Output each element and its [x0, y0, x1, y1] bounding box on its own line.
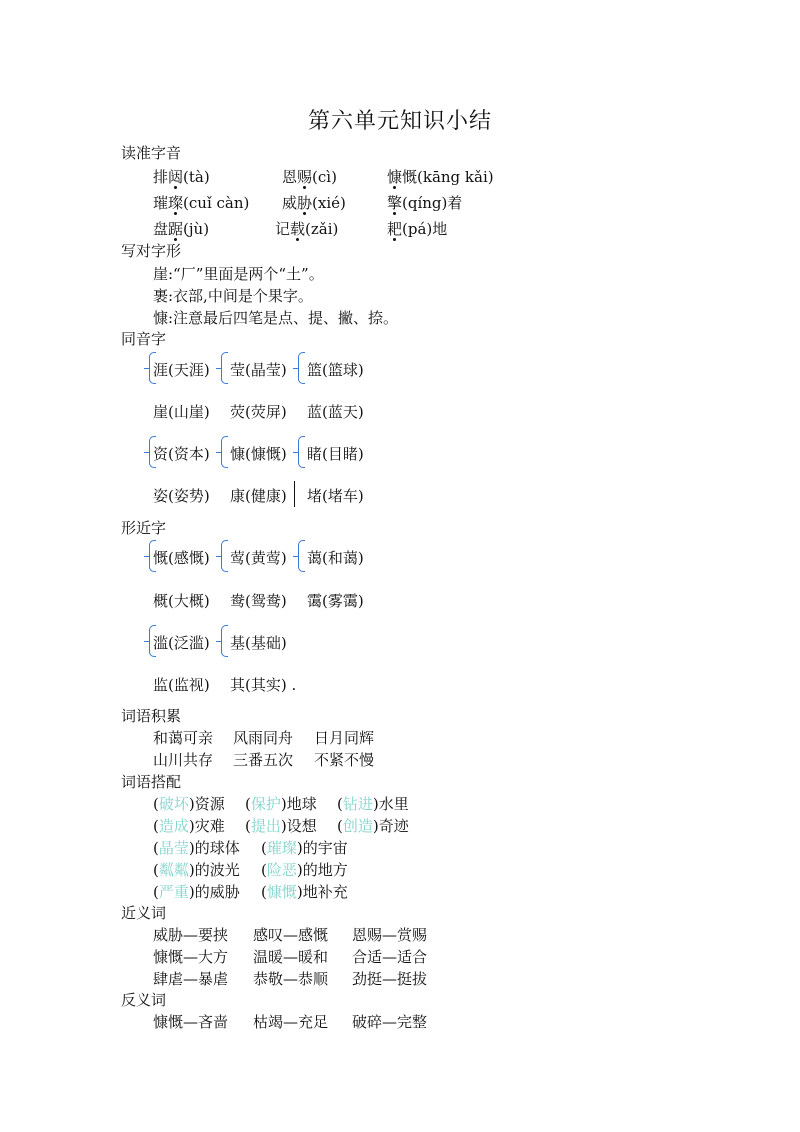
group-bracket	[298, 436, 305, 468]
group-bracket	[298, 540, 305, 572]
match-row: (造成)灾难	[153, 817, 225, 835]
homophone-item: 荧(荧屏)	[230, 403, 287, 421]
similar-item: 滥(泛滥)	[153, 634, 210, 652]
section-heading-similar: 形近字	[121, 519, 167, 537]
match-row: (钻进)水里	[337, 795, 409, 813]
antonym-item: 枯竭—充足	[253, 1013, 329, 1031]
homophone-item: 蓝(蓝天)	[307, 403, 364, 421]
homophone-item: 睹(目睹)	[307, 445, 364, 463]
antonym-item: 慷慨—吝啬	[153, 1013, 229, 1031]
match-row: (粼粼)的波光	[153, 861, 240, 879]
match-row: (璀璨)的宇宙	[261, 839, 348, 857]
phrase-item: 三番五次	[233, 751, 294, 769]
pinyin-item: 威胁(xié)	[282, 194, 346, 212]
match-row: (破坏)资源	[153, 795, 225, 813]
shape-note: 崖:“厂”里面是两个“土”。	[153, 265, 324, 283]
synonym-item: 劲挺—挺拔	[352, 970, 428, 988]
pinyin-item: 慷慨(kāng kǎi)	[387, 168, 494, 186]
homophone-item: 崖(山崖)	[153, 403, 210, 421]
similar-item: 鸯(鸳鸯)	[230, 592, 287, 610]
similar-item: 霭(雾霭)	[307, 592, 364, 610]
pinyin-item: 排闼(tà)	[153, 168, 210, 186]
divider-mark	[294, 481, 295, 507]
homophone-item: 资(资本)	[153, 445, 210, 463]
synonym-item: 温暖—暖和	[253, 948, 329, 966]
match-row: (创造)奇迹	[337, 817, 409, 835]
page-title: 第六单元知识小结	[307, 109, 492, 134]
synonym-item: 威胁—要挟	[153, 926, 229, 944]
match-row: (险恶)的地方	[261, 861, 348, 879]
group-bracket	[221, 352, 228, 384]
phrase-item: 山川共存	[153, 751, 214, 769]
pinyin-item: 盘踞(jù)	[153, 220, 210, 238]
match-row: (慷慨)地补充	[261, 883, 348, 901]
homophone-item: 涯(天涯)	[153, 361, 210, 379]
match-row: (提出)设想	[245, 817, 317, 835]
synonym-item: 肆虐—暴虐	[153, 970, 229, 988]
group-bracket	[221, 436, 228, 468]
shape-note: 慷:注意最后四笔是点、提、撇、捺。	[153, 309, 399, 327]
section-heading-pronunciation: 读准字音	[121, 144, 182, 162]
shape-note: 裹:衣部,中间是个果字。	[153, 287, 313, 305]
synonym-item: 恭敬—恭顺	[253, 970, 329, 988]
similar-item: 蔼(和蔼)	[307, 549, 364, 567]
match-row: (晶莹)的球体	[153, 839, 240, 857]
synonym-item: 感叹—感慨	[253, 926, 329, 944]
section-heading-shape: 写对字形	[121, 242, 182, 260]
phrase-item: 不紧不慢	[314, 751, 375, 769]
section-heading-homophones: 同音字	[121, 330, 167, 348]
homophone-item: 堵(堵车)	[307, 487, 364, 505]
match-row: (严重)的威胁	[153, 883, 240, 901]
phrase-item: 和蔼可亲	[153, 729, 214, 747]
group-bracket	[221, 625, 228, 657]
pinyin-item: 耙(pá)地	[387, 220, 448, 238]
homophone-item: 康(健康)	[230, 487, 287, 505]
pinyin-item: 璀璨(cuǐ càn)	[153, 194, 250, 212]
similar-item: 慨(感慨)	[153, 549, 210, 567]
section-heading-antonyms: 反义词	[121, 991, 167, 1009]
similar-item: 监(监视)	[153, 676, 210, 694]
group-bracket	[221, 540, 228, 572]
similar-item: 莺(黄莺)	[230, 549, 287, 567]
pinyin-item: 擎(qíng)着	[387, 194, 463, 212]
homophone-item: 姿(姿势)	[153, 487, 210, 505]
match-row: (保护)地球	[245, 795, 317, 813]
homophone-item: 慷(慷慨)	[230, 445, 287, 463]
section-heading-synonyms: 近义词	[121, 904, 167, 922]
synonym-item: 恩赐—赏赐	[352, 926, 428, 944]
group-bracket	[298, 352, 305, 384]
pinyin-item: 记载(zǎi)	[275, 220, 339, 238]
section-heading-match: 词语搭配	[121, 773, 182, 791]
phrase-item: 风雨同舟	[233, 729, 294, 747]
homophone-item: 莹(晶莹)	[230, 361, 287, 379]
section-heading-accumulate: 词语积累	[121, 707, 182, 725]
antonym-item: 破碎—完整	[352, 1013, 428, 1031]
synonym-item: 慷慨—大方	[153, 948, 229, 966]
similar-item: 概(大概)	[153, 592, 210, 610]
homophone-item: 篮(篮球)	[307, 361, 364, 379]
similar-item: 基(基础)	[230, 634, 287, 652]
similar-item: 其(其实) .	[230, 676, 297, 694]
pinyin-item: 恩赐(cì)	[282, 168, 337, 186]
synonym-item: 合适—适合	[352, 948, 428, 966]
phrase-item: 日月同辉	[314, 729, 375, 747]
